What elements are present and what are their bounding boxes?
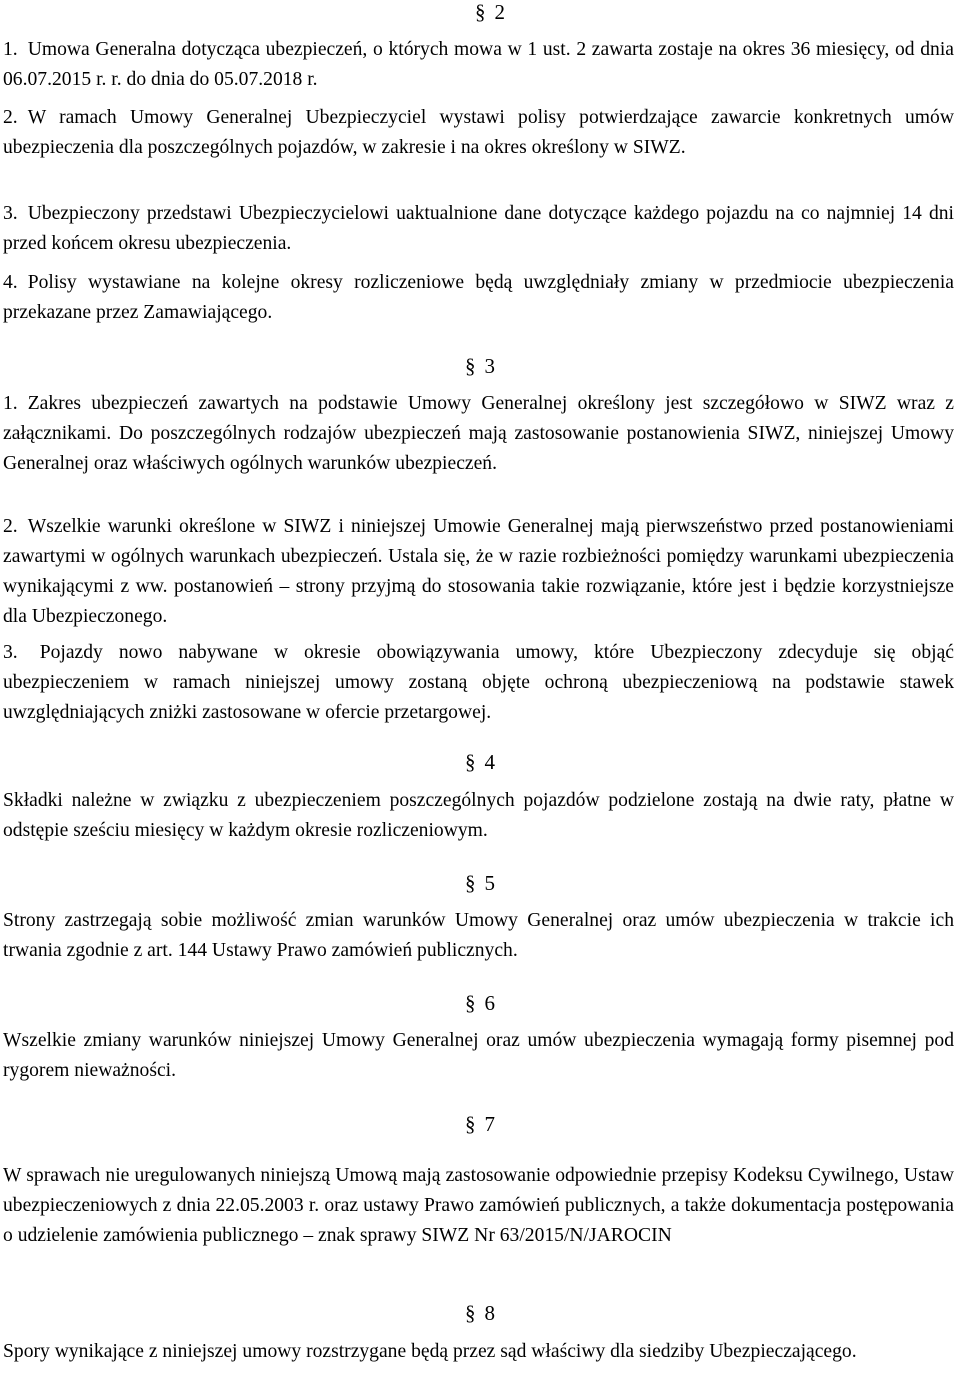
clause-number: 1. bbox=[3, 39, 18, 60]
section-number: 5 bbox=[484, 871, 495, 895]
section-mark: § bbox=[475, 0, 486, 24]
clause-number: 4. bbox=[3, 272, 18, 293]
section-number: 6 bbox=[484, 991, 495, 1015]
section-mark: § bbox=[465, 750, 476, 774]
section-mark: § bbox=[465, 991, 476, 1015]
section-mark: § bbox=[465, 1112, 476, 1136]
clause-text: Polisy wystawiane na kolejne okresy rozliczeniowe będą uwzględniały zmiany w przedmiocie ubezpieczenia przekazane przez Zamawiającego. bbox=[3, 272, 954, 323]
clause-text: Zakres ubezpieczeń zawartych na podstawie Umowy Generalnej określony jest szczegółowo w SIWZ wraz z załącznikami. Do poszczególnych rodzajów ubezpieczeń mają zastosowanie postanowienia SIWZ, niniejszej Umowy Generalnej oraz właściwych ogólnych warunków ubezpieczeń. bbox=[3, 393, 954, 474]
section-heading-2 bbox=[0, 0, 960, 24]
clause-3-2 bbox=[3, 512, 954, 632]
clause-3-1 bbox=[3, 389, 954, 479]
section-heading-8 bbox=[0, 1301, 960, 1325]
clause-text: W ramach Umowy Generalnej Ubezpieczyciel wystawi polisy potwierdzające zawarcie konkretnych umów ubezpieczenia dla poszczególnych pojazdów, w zakresie i na okres określony w SIWZ. bbox=[3, 107, 954, 158]
section-number: 2 bbox=[494, 0, 505, 24]
clause-text: Strony zastrzegają sobie możliwość zmian warunków Umowy Generalnej oraz umów ubezpieczenia w trakcie ich trwania zgodnie z art. 144 Ustawy Prawo zamówień publicznych. bbox=[3, 910, 954, 961]
section-heading-5 bbox=[0, 871, 960, 895]
clause-text: Wszelkie warunki określone w SIWZ i niniejszej Umowie Generalnej mają pierwszeństwo przed postanowieniami zawartymi w ogólnych warunkach ubezpieczeń. Ustala się, że w razie rozbieżności pomiędzy warunkami ubezpieczenia wynikającymi z ww. postanowień – strony przyjmą do stosowania takie rozwiązanie, które jest i będzie korzystniejsze dla Ubezpieczonego. bbox=[3, 516, 954, 627]
section-mark: § bbox=[465, 354, 476, 378]
section-number: 3 bbox=[484, 354, 495, 378]
section-5-text bbox=[3, 906, 954, 966]
clause-2-1 bbox=[3, 35, 954, 95]
section-6-text bbox=[3, 1026, 954, 1086]
clause-text: Składki należne w związku z ubezpieczeniem poszczególnych pojazdów podzielone zostają na dwie raty, płatne w odstępie sześciu miesięcy w każdym okresie rozliczeniowym. bbox=[3, 790, 954, 841]
clause-3-3 bbox=[3, 638, 954, 728]
clause-text: Ubezpieczony przedstawi Ubezpieczycielowi uaktualnione dane dotyczące każdego pojazdu na co najmniej 14 dni przed końcem okresu ubezpieczenia. bbox=[3, 203, 954, 254]
clause-number: 2. bbox=[3, 107, 18, 128]
clause-number: 1. bbox=[3, 393, 18, 414]
section-heading-4 bbox=[0, 750, 960, 774]
clause-text: W sprawach nie uregulowanych niniejszą Umową mają zastosowanie odpowiednie przepisy Kodeksu Cywilnego, Ustaw ubezpieczeniowych z dnia 22.05.2003 r. oraz ustawy Prawo zamówień publicznych, a także dokumentacja postępowania o udzielenie zamówienia publicznego – znak sprawy SIWZ Nr 63/2015/N/JAROCIN bbox=[3, 1165, 954, 1246]
section-heading-6 bbox=[0, 991, 960, 1015]
clause-2-3 bbox=[3, 199, 954, 259]
clause-number: 2. bbox=[3, 516, 18, 537]
section-4-text bbox=[3, 786, 954, 846]
clause-2-4 bbox=[3, 268, 954, 328]
section-8-text bbox=[3, 1337, 954, 1367]
section-number: 7 bbox=[484, 1112, 495, 1136]
section-number: 4 bbox=[484, 750, 495, 774]
section-heading-3 bbox=[0, 354, 960, 378]
section-mark: § bbox=[465, 871, 476, 895]
section-number: 8 bbox=[484, 1301, 495, 1325]
section-mark: § bbox=[465, 1301, 476, 1325]
clause-number: 3. bbox=[3, 203, 18, 224]
clause-text: Pojazdy nowo nabywane w okresie obowiązywania umowy, które Ubezpieczony zdecyduje się objąć ubezpieczeniem w ramach niniejszej umowy zostaną objęte ochroną ubezpieczeniową na podstawie stawek uwzględniających zniżki zastosowane w ofercie przetargowej. bbox=[3, 642, 954, 723]
section-heading-7 bbox=[0, 1112, 960, 1136]
clause-text: Spory wynikające z niniejszej umowy rozstrzygane będą przez sąd właściwy dla siedziby Ubezpieczającego. bbox=[3, 1341, 857, 1362]
clause-2-2 bbox=[3, 103, 954, 163]
clause-text: Umowa Generalna dotycząca ubezpieczeń, o których mowa w 1 ust. 2 zawarta zostaje na okres 36 miesięcy, od dnia 06.07.2015 r. r. do dnia do 05.07.2018 r. bbox=[3, 39, 954, 90]
clause-text: Wszelkie zmiany warunków niniejszej Umowy Generalnej oraz umów ubezpieczenia wymagają formy pisemnej pod rygorem nieważności. bbox=[3, 1030, 954, 1081]
section-7-text bbox=[3, 1161, 954, 1251]
clause-number: 3. bbox=[3, 642, 18, 663]
